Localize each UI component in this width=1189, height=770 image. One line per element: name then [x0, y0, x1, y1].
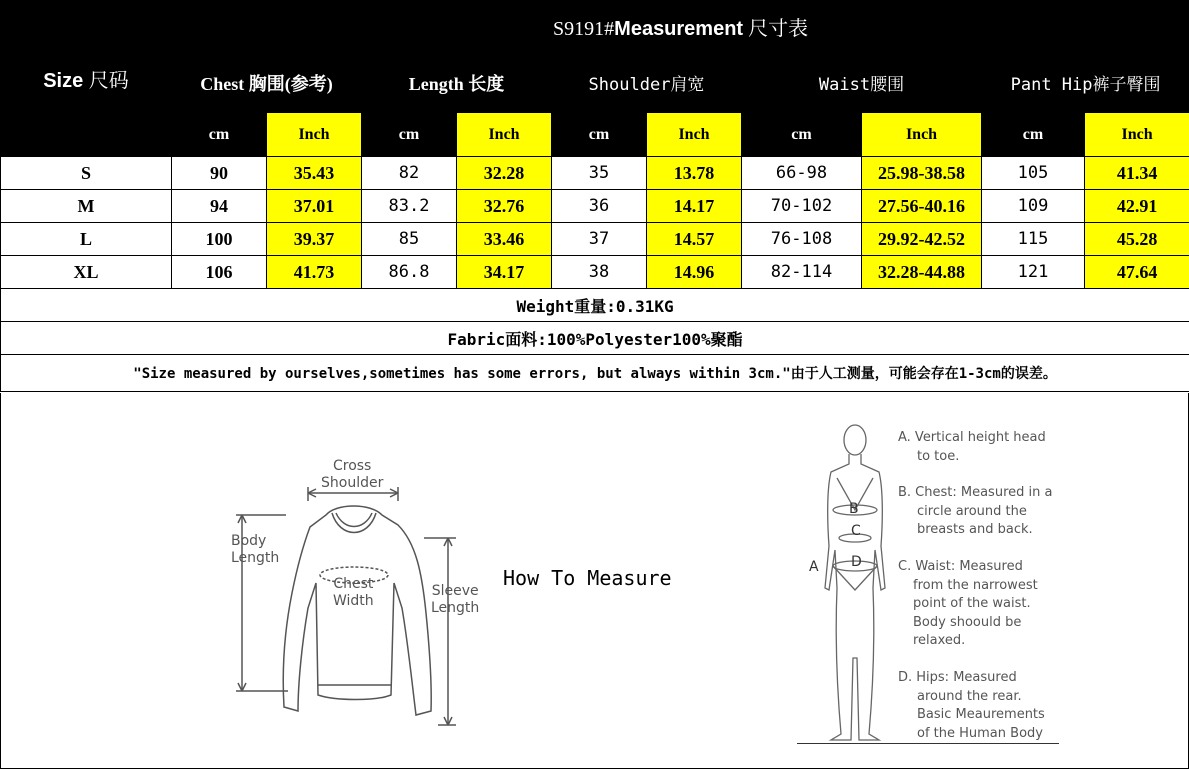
hip-cm-cell: 105 [982, 157, 1085, 190]
chest-cm-cell: 90 [172, 157, 267, 190]
waist-inch-cell: 27.56-40.16 [862, 190, 982, 223]
title-code: S9191# [553, 18, 615, 40]
title-cn: 尺寸表 [748, 18, 809, 40]
waist-cm-cell: 70-102 [742, 190, 862, 223]
shoulder-inch-cell: 14.57 [647, 223, 742, 256]
weight-row: Weight重量:0.31KG [1, 289, 1189, 322]
title-main: Measurement [614, 18, 744, 40]
fabric-row: Fabric面料:100%Polyester100%聚酯 [1, 322, 1189, 355]
legend-d-line: Basic Meaurements [917, 707, 1045, 722]
legend-d-line: around the rear. [917, 688, 1022, 704]
shoulder-cm-cell: 38 [552, 256, 647, 289]
chest-cm-header: cm [172, 113, 267, 157]
waist-inch-cell: 25.98-38.58 [862, 157, 982, 190]
hip-inch-cell: 41.34 [1085, 157, 1189, 190]
size-cell: S [1, 157, 172, 190]
chest-cm-cell: 94 [172, 190, 267, 223]
legend-a-line: to toe. [917, 448, 960, 464]
length-inch-cell: 32.76 [457, 190, 552, 223]
hip-cm-cell: 115 [982, 223, 1085, 256]
cross-shoulder-label-line2: Shoulder [321, 475, 384, 491]
legend-c-line: from the narrowest [913, 577, 1038, 593]
waist-inch-cell: 32.28-44.88 [862, 256, 982, 289]
chest-inch-cell: 39.37 [267, 223, 362, 256]
shoulder-inch-cell: 14.96 [647, 256, 742, 289]
sleeve-length-label-line1: Sleeve [431, 583, 479, 599]
legend-d [898, 669, 1068, 743]
size-cell: XL [1, 256, 172, 289]
shoulder-inch-header: Inch [647, 113, 742, 157]
body-length-label [231, 533, 279, 567]
hip-cm-header: cm [982, 113, 1085, 157]
cross-shoulder-label-line1: Cross [332, 458, 372, 474]
waist-cm-cell: 82-114 [742, 256, 862, 289]
size-label: Size [43, 70, 84, 92]
shoulder-cm-cell: 36 [552, 190, 647, 223]
length-inch-cell: 34.17 [457, 256, 552, 289]
how-to-measure-section [0, 393, 1189, 769]
size-cell: L [1, 223, 172, 256]
chest-width-label-line1: Chest [333, 576, 374, 592]
chest-width-label-line2: Width [333, 593, 374, 609]
figure-letter-a: A [809, 559, 819, 575]
figure-letter-b: B [849, 501, 859, 517]
chest-cm-cell: 100 [172, 223, 267, 256]
hip-inch-cell: 45.28 [1085, 223, 1189, 256]
length-cm-cell: 85 [362, 223, 457, 256]
legend-b-line: circle around the [917, 503, 1027, 519]
figure-letter-c: C [851, 523, 861, 539]
table-row [1, 190, 1189, 223]
hip-cm-cell: 109 [982, 190, 1085, 223]
legend-d-line: D. Hips: Measured [898, 670, 1017, 685]
chest-inch-cell: 35.43 [267, 157, 362, 190]
legend-b-line: breasts and back. [917, 522, 1033, 537]
hip-inch-header: Inch [1085, 113, 1189, 157]
shoulder-inch-cell: 13.78 [647, 157, 742, 190]
legend-c-line: C. Waist: Measured [898, 559, 1023, 574]
legend-b-line: B. Chest: Measured in a [898, 485, 1053, 500]
chest-width-label [333, 576, 374, 610]
size-header [1, 1, 172, 157]
shoulder-cm-cell: 37 [552, 223, 647, 256]
hip-cm-cell: 121 [982, 256, 1085, 289]
table-row [1, 256, 1189, 289]
cross-shoulder-label [321, 458, 383, 492]
figure-letter-d: D [851, 554, 862, 570]
waist-cm-header: cm [742, 113, 862, 157]
chest-cm-cell: 106 [172, 256, 267, 289]
legend-c-line: relaxed. [913, 633, 966, 648]
sleeve-length-label [431, 583, 479, 617]
waist-cm-cell: 66-98 [742, 157, 862, 190]
length-cm-cell: 83.2 [362, 190, 457, 223]
sleeve-length-label-line2: Length [431, 600, 480, 616]
shoulder-cm-cell: 35 [552, 157, 647, 190]
shoulder-inch-cell: 14.17 [647, 190, 742, 223]
body-length-label-line1: Body [231, 533, 267, 549]
how-to-measure-title: How To Measure [503, 566, 672, 590]
chest-inch-header: Inch [267, 113, 362, 157]
legend-c-line: point of the waist. [913, 596, 1031, 611]
hip-inch-cell: 42.91 [1085, 190, 1189, 223]
legend-a [898, 429, 1068, 466]
waist-cm-cell: 76-108 [742, 223, 862, 256]
size-label-cn: 尺码 [88, 70, 129, 92]
size-cell: M [1, 190, 172, 223]
waist-inch-header: Inch [862, 113, 982, 157]
length-inch-cell: 33.46 [457, 223, 552, 256]
shoulder-header: Shoulder肩宽 [552, 53, 742, 113]
shoulder-cm-header: cm [552, 113, 647, 157]
chest-inch-cell: 37.01 [267, 190, 362, 223]
waist-header: Waist腰围 [742, 53, 982, 113]
hip-header: Pant Hip裤子臀围 [982, 53, 1189, 113]
length-inch-cell: 32.28 [457, 157, 552, 190]
body-length-label-line2: Length [231, 550, 280, 566]
hip-inch-cell: 47.64 [1085, 256, 1189, 289]
legend-b [898, 484, 1068, 540]
figure-baseline [797, 743, 1059, 744]
legend-c [898, 558, 1068, 651]
length-inch-header: Inch [457, 113, 552, 157]
length-cm-header: cm [362, 113, 457, 157]
table-row [1, 223, 1189, 256]
waist-inch-cell: 29.92-42.52 [862, 223, 982, 256]
length-cm-cell: 82 [362, 157, 457, 190]
length-header: Length 长度 [362, 53, 552, 113]
measure-note-row: "Size measured by ourselves,sometimes has some errors, but always within 3cm."由于人工测量，可能会存在1-3cm的误差。 [1, 355, 1189, 392]
table-title [172, 1, 1189, 53]
chest-header: Chest 胸围(参考) [172, 53, 362, 113]
table-row [1, 157, 1189, 190]
chest-inch-cell: 41.73 [267, 256, 362, 289]
legend-a-line: A. Vertical height head [898, 430, 1046, 445]
legend-d-line: of the Human Body [917, 725, 1043, 741]
legend-c-line: Body shoould be [913, 614, 1022, 630]
length-cm-cell: 86.8 [362, 256, 457, 289]
